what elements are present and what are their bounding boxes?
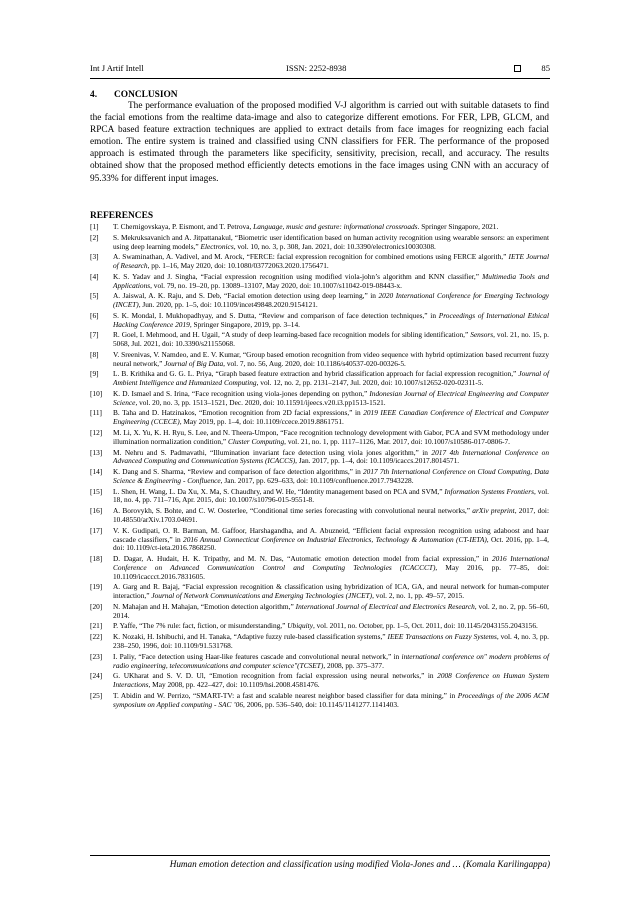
reference-number: [16] bbox=[90, 506, 103, 516]
reference-item bbox=[90, 692, 549, 710]
reference-source: Journal of Big Data bbox=[164, 358, 224, 368]
footer-divider bbox=[90, 855, 550, 856]
reference-details: , vol. 2011, no. October, pp. 1–5, Oct. 2011, doi: 10.1145/2043155.2043156. bbox=[312, 621, 538, 631]
reference-item bbox=[90, 527, 549, 554]
reference-number: [2] bbox=[90, 232, 99, 242]
reference-item bbox=[90, 351, 549, 369]
reference-source: 2017 4th International Conference on Advanced Computing and Communication Systems (ICACCS) bbox=[113, 447, 549, 466]
reference-source: Ubiquity bbox=[287, 621, 313, 631]
reference-source: Journal of Network Communications and Emerging Technologies (JNCET) bbox=[151, 591, 373, 601]
page-number-group bbox=[514, 62, 550, 74]
reference-number: [8] bbox=[90, 349, 99, 359]
reference-text: L. Shen, H. Wang, L. Da Xu, X. Ma, S. Chaudhry, and W. He, “Identity management based on PCA and SVM,” bbox=[113, 486, 445, 496]
reference-details: , vol. 21, no. 1, pp. 1117–1126, Mar. 2017, doi: 10.1007/s10586-017-0806-7. bbox=[284, 436, 510, 446]
reference-details: , 2017, doi: 10.48550/arXiv.1703.04691. bbox=[113, 506, 550, 524]
reference-text: G. UKharat and S. V. D. Ul, “Emotion recognition from facial expression using neural networks,” in bbox=[113, 671, 438, 681]
reference-item bbox=[90, 234, 549, 252]
running-footer: Human emotion detection and classification using modified Viola-Jones and … (Komala Karilingappa) bbox=[169, 859, 550, 869]
reference-item bbox=[90, 555, 549, 582]
reference-number: [25] bbox=[90, 690, 103, 700]
reference-source: IETE Journal of Research bbox=[113, 252, 549, 271]
reference-item bbox=[90, 507, 549, 525]
reference-text: K. D. Ismael and S. Irina, “Face recognition using viola-jones depending on python,” bbox=[113, 388, 370, 398]
reference-source: Electronics bbox=[200, 241, 234, 251]
reference-text: A. Borovykh, S. Bohte, and C. W. Oosterlee, “Conditional time series forecasting with convolutional neural networks,” bbox=[113, 506, 473, 516]
reference-text: L. B. Krithika and G. G. L. Priya, “Graph based feature extraction and hybrid classification approach for facial expression recognition,” bbox=[113, 369, 519, 379]
reference-item bbox=[90, 223, 549, 232]
header-divider bbox=[90, 78, 550, 79]
reference-details: , vol. 20, no. 3, pp. 1513–1521, Dec. 2020, doi: 10.11591/ijeecs.v20.i3.pp1513-1521. bbox=[135, 397, 386, 407]
reference-details: , 2008, pp. 375–377. bbox=[323, 660, 384, 670]
reference-number: [5] bbox=[90, 291, 99, 301]
reference-text: K. S. Yadav and J. Singha, “Facial expression recognition using modified viola-john’s algorithm and KNN classifier,” bbox=[113, 271, 483, 281]
references-list bbox=[90, 223, 549, 711]
reference-details: , May 2008, pp. 422–427, doi: 10.1109/hsi.2008.4581476. bbox=[148, 680, 320, 690]
reference-number: [1] bbox=[90, 222, 99, 231]
reference-source: Proceedings of the 2006 ACM symposium on Applied computing - SAC ’06 bbox=[113, 690, 549, 709]
reference-text: T. Chernigovskaya, P. Eismont, and T. Petrova, bbox=[113, 222, 254, 231]
reference-details: , vol. 10, no. 3, p. 308, Jan. 2021, doi: 10.3390/electronics10030308. bbox=[233, 241, 436, 251]
reference-number: [22] bbox=[90, 632, 103, 642]
reference-details: , Jan. 2017, pp. 629–633, doi: 10.1109/confluence.2017.7943228. bbox=[220, 475, 414, 485]
reference-source: Indonesian Journal of Electrical Engineering and Computer Science bbox=[113, 388, 549, 407]
reference-source: Multimedia Tools and Applications bbox=[113, 271, 549, 290]
reference-source: Cluster Computing bbox=[228, 436, 285, 446]
reference-item bbox=[90, 603, 549, 621]
reference-text: R. Goel, I. Mehmood, and H. Ugail, “A study of deep learning-based face recognition models for sibling identification,” bbox=[113, 330, 471, 340]
reference-source: Journal of Ambient Intelligence and Humanized Computing bbox=[113, 369, 549, 388]
reference-item bbox=[90, 370, 549, 388]
reference-number: [7] bbox=[90, 330, 99, 340]
page-number: 85 bbox=[541, 63, 550, 73]
reference-details: , vol. 21, no. 15, p. 5068, Jul. 2021, doi: 10.3390/s21155068. bbox=[113, 330, 549, 349]
reference-text: M. Nehru and S. Padmavathi, “Illumination invariant face detection using viola jones algorithm,” in bbox=[113, 447, 432, 457]
reference-number: [21] bbox=[90, 621, 103, 631]
reference-source: Language, music and gesture: informational crossroads bbox=[253, 222, 418, 231]
reference-source: 2016 Annual Connecticut Conference on Industrial Electronics, Technology & Automation (CT-IETA) bbox=[183, 534, 487, 544]
reference-text: V. Sreenivas, V. Namdeo, and E. V. Kumar, “Group based emotion recognition from video sequence with hybrid optimization based recurrent fuzzy neural network,” bbox=[113, 349, 549, 368]
section-number: 4. bbox=[90, 90, 98, 100]
reference-item bbox=[90, 292, 549, 310]
reference-item bbox=[90, 449, 549, 467]
reference-item bbox=[90, 312, 549, 330]
section-title: CONCLUSION bbox=[114, 90, 178, 100]
reference-number: [15] bbox=[90, 486, 103, 496]
reference-source: Sensors bbox=[470, 330, 494, 340]
reference-number: [11] bbox=[90, 408, 102, 418]
reference-source: Information Systems Frontiers bbox=[444, 486, 535, 496]
issn: ISSN: 2252-8938 bbox=[286, 63, 347, 73]
reference-source: 2016 International Conference on Advanced Communication Control and Computing Technologies (ICACCCT) bbox=[113, 554, 549, 572]
reference-source: International Journal of Electrical and Electronics Research bbox=[295, 601, 475, 611]
reference-text: I. Paliy, “Face detection using Haar-like features cascade and convolutional neural network,” in bbox=[113, 651, 402, 661]
reference-details: , vol. 18, no. 4, pp. 711–716, Apr. 2015, doi: 10.1007/s10796-015-9551-8. bbox=[113, 486, 549, 505]
reference-details: , Oct. 2016, pp. 1–4, doi: 10.1109/ct-ieta.2016.7868250. bbox=[113, 534, 549, 553]
reference-item bbox=[90, 253, 549, 271]
reference-number: [10] bbox=[90, 388, 103, 398]
reference-details: , Jun. 2020, pp. 1–5, doi: 10.1109/incet49848.2020.9154121. bbox=[138, 300, 318, 310]
reference-details: , Springer Singapore, 2019, pp. 3–14. bbox=[189, 319, 300, 329]
reference-source: arXiv preprint bbox=[472, 506, 515, 516]
reference-item bbox=[90, 583, 549, 601]
reference-text: B. Taha and D. Hatzinakos, “Emotion recognition from 2D facial expressions,” in bbox=[113, 408, 364, 418]
reference-details: , vol. 4, no. 3, pp. 238–250, 1996, doi: 10.1109/91.531768. bbox=[113, 632, 549, 650]
reference-source: international conference on" modern problems of radio engineering, telecommunications and computer science"(TCSET) bbox=[113, 651, 549, 670]
reference-text: K. Nozaki, H. Ishibuchi, and H. Tanaka, “Adaptive fuzzy rule-based classification systems,” bbox=[113, 632, 388, 642]
reference-item bbox=[90, 633, 549, 651]
reference-text: D. Dagar, A. Hudait, H. K. Tripathy, and M. N. Das, “Automatic emotion detection model from facial expression,” in bbox=[113, 554, 492, 564]
checkbox-square-icon bbox=[514, 65, 521, 72]
reference-item bbox=[90, 672, 549, 690]
reference-details: . Springer Singapore, 2021. bbox=[417, 222, 499, 231]
reference-text: V. K. Gudipati, O. R. Barman, M. Gaffoor, Harshagandha, and A. Abuzneid, “Efficient facial expression recognition using adaboost and haar cascade classifiers,” in bbox=[113, 525, 549, 544]
reference-number: [14] bbox=[90, 467, 103, 477]
reference-number: [17] bbox=[90, 525, 103, 535]
reference-number: [20] bbox=[90, 601, 103, 611]
reference-source: 2017 7th International Conference on Cloud Computing, Data Science & Engineering - Confluence bbox=[113, 467, 549, 485]
reference-details: , vol. 79, no. 19–20, pp. 13089–13107, May 2020, doi: 10.1007/s11042-019-08443-x. bbox=[150, 280, 402, 290]
reference-item bbox=[90, 488, 549, 506]
reference-source: Proceedings of International Ethical Hacking Conference 2019 bbox=[113, 310, 549, 329]
reference-text: S. K. Mondal, I. Mukhopadhyay, and S. Dutta, “Review and comparison of face detection techniques,” in bbox=[113, 310, 439, 320]
reference-text: T. Abidin and W. Perrizo, “SMART-TV: a fast and scalable nearest neighbor based classifier for data mining,” in bbox=[113, 690, 458, 700]
references-heading: REFERENCES bbox=[90, 211, 154, 221]
reference-text: M. Li, X. Yu, K. H. Ryu, S. Lee, and N. Theera-Umpon, “Face recognition technology development with Gabor, PCA and SVM methodology under illumination normalization condition,” bbox=[113, 428, 549, 446]
running-header bbox=[90, 62, 550, 76]
reference-source: IEEE Transactions on Fuzzy Systems bbox=[387, 632, 497, 642]
reference-details: , Jan. 2017, pp. 1–4, doi: 10.1109/icaccs.2017.8014571. bbox=[295, 456, 460, 466]
reference-source: 2008 Conference on Human System Interactions bbox=[113, 671, 549, 690]
reference-number: [6] bbox=[90, 310, 99, 320]
reference-text: A. Jaiswal, A. K. Raju, and S. Deb, “Facial emotion detection using deep learning,” in bbox=[113, 291, 379, 301]
reference-item bbox=[90, 429, 549, 447]
reference-details: , vol. 2, no. 1, pp. 49–57, 2015. bbox=[372, 591, 465, 601]
reference-text: N. Mahajan and H. Mahajan, “Emotion detection algorithm,” bbox=[113, 601, 296, 611]
reference-item bbox=[90, 468, 549, 486]
reference-details: , 2006, pp. 536–540, doi: 10.1145/1141277.1141403. bbox=[243, 699, 399, 709]
reference-details: , vol. 2, no. 2, pp. 56–60, 2014. bbox=[113, 601, 549, 620]
conclusion-paragraph: The performance evaluation of the proposed modified V-J algorithm is carried out with suitable datasets to find the facial emotions from the realtime data-image and also to categorize different emotions. For FER, LPB, GLCM, and RPCA based feature extraction techniques are applied to extract details from face images for reognizing each facial emotion. The entire system is trained and classified using CNN classifiers for FER. The performance of the proposed approach is estimated through the parameters like specificity, sensitivity, precision, recall, and accuracy. The results obtained show that the proposed method efficiently detects emotions in the face images using CNN with an accuracy of 95.33% for different input images. bbox=[90, 101, 549, 184]
reference-number: [13] bbox=[90, 447, 103, 457]
reference-number: [24] bbox=[90, 671, 103, 681]
reference-text: A. Garg and R. Bajaj, “Facial expression recognition & classification using hybridization of ICA, GA, and neural network for human-computer interaction,” bbox=[113, 582, 549, 601]
reference-text: A. Swaminathan, A. Vadivel, and M. Arock, “FERCE: facial expression recognition for combined emotions using FERCE algorith,” bbox=[113, 252, 509, 262]
reference-details: , pp. 1–16, May 2020, doi: 10.1080/03772063.2020.1756471. bbox=[147, 261, 329, 271]
reference-number: [19] bbox=[90, 582, 103, 592]
reference-text: S. Mekruksavanich and A. Jitpattanakul, “Biometric user identification based on human activity recognition using wearable sensors: an experiment using deep learning models,” bbox=[113, 232, 549, 251]
reference-item bbox=[90, 273, 549, 291]
reference-source: 2019 IEEE Canadian Conference of Electrical and Computer Engineering (CCECE) bbox=[113, 408, 549, 427]
reference-item bbox=[90, 331, 549, 349]
reference-number: [23] bbox=[90, 651, 103, 661]
reference-details: , May 2016, pp. 77–85, doi: 10.1109/icaccct.2016.7831605. bbox=[113, 562, 549, 581]
reference-text: P. Yaffe, “The 7% rule: fact, fiction, or misunderstanding,” bbox=[113, 621, 288, 631]
reference-details: , May 2019, pp. 1–4, doi: 10.1109/ccece.2019.8861751. bbox=[179, 417, 344, 427]
reference-item bbox=[90, 390, 549, 408]
reference-number: [3] bbox=[90, 252, 99, 262]
reference-number: [12] bbox=[90, 428, 103, 437]
reference-item bbox=[90, 409, 549, 427]
reference-number: [9] bbox=[90, 369, 99, 379]
journal-name: Int J Artif Intell bbox=[90, 63, 144, 73]
reference-number: [18] bbox=[90, 554, 103, 564]
reference-item bbox=[90, 622, 549, 631]
reference-details: , vol. 7, no. 56, Aug. 2020, doi: 10.1186/s40537-020-00326-5. bbox=[223, 358, 406, 368]
reference-details: , vol. 12, no. 2, pp. 2131–2147, Jul. 2020, doi: 10.1007/s12652-020-02311-5. bbox=[256, 378, 484, 388]
reference-text: K. Dang and S. Sharma, “Review and comparison of face detection algorithms,” in bbox=[113, 467, 363, 477]
reference-source: 2020 International Conference for Emerging Technology (INCET) bbox=[113, 291, 549, 310]
reference-number: [4] bbox=[90, 271, 99, 281]
reference-item bbox=[90, 653, 549, 671]
